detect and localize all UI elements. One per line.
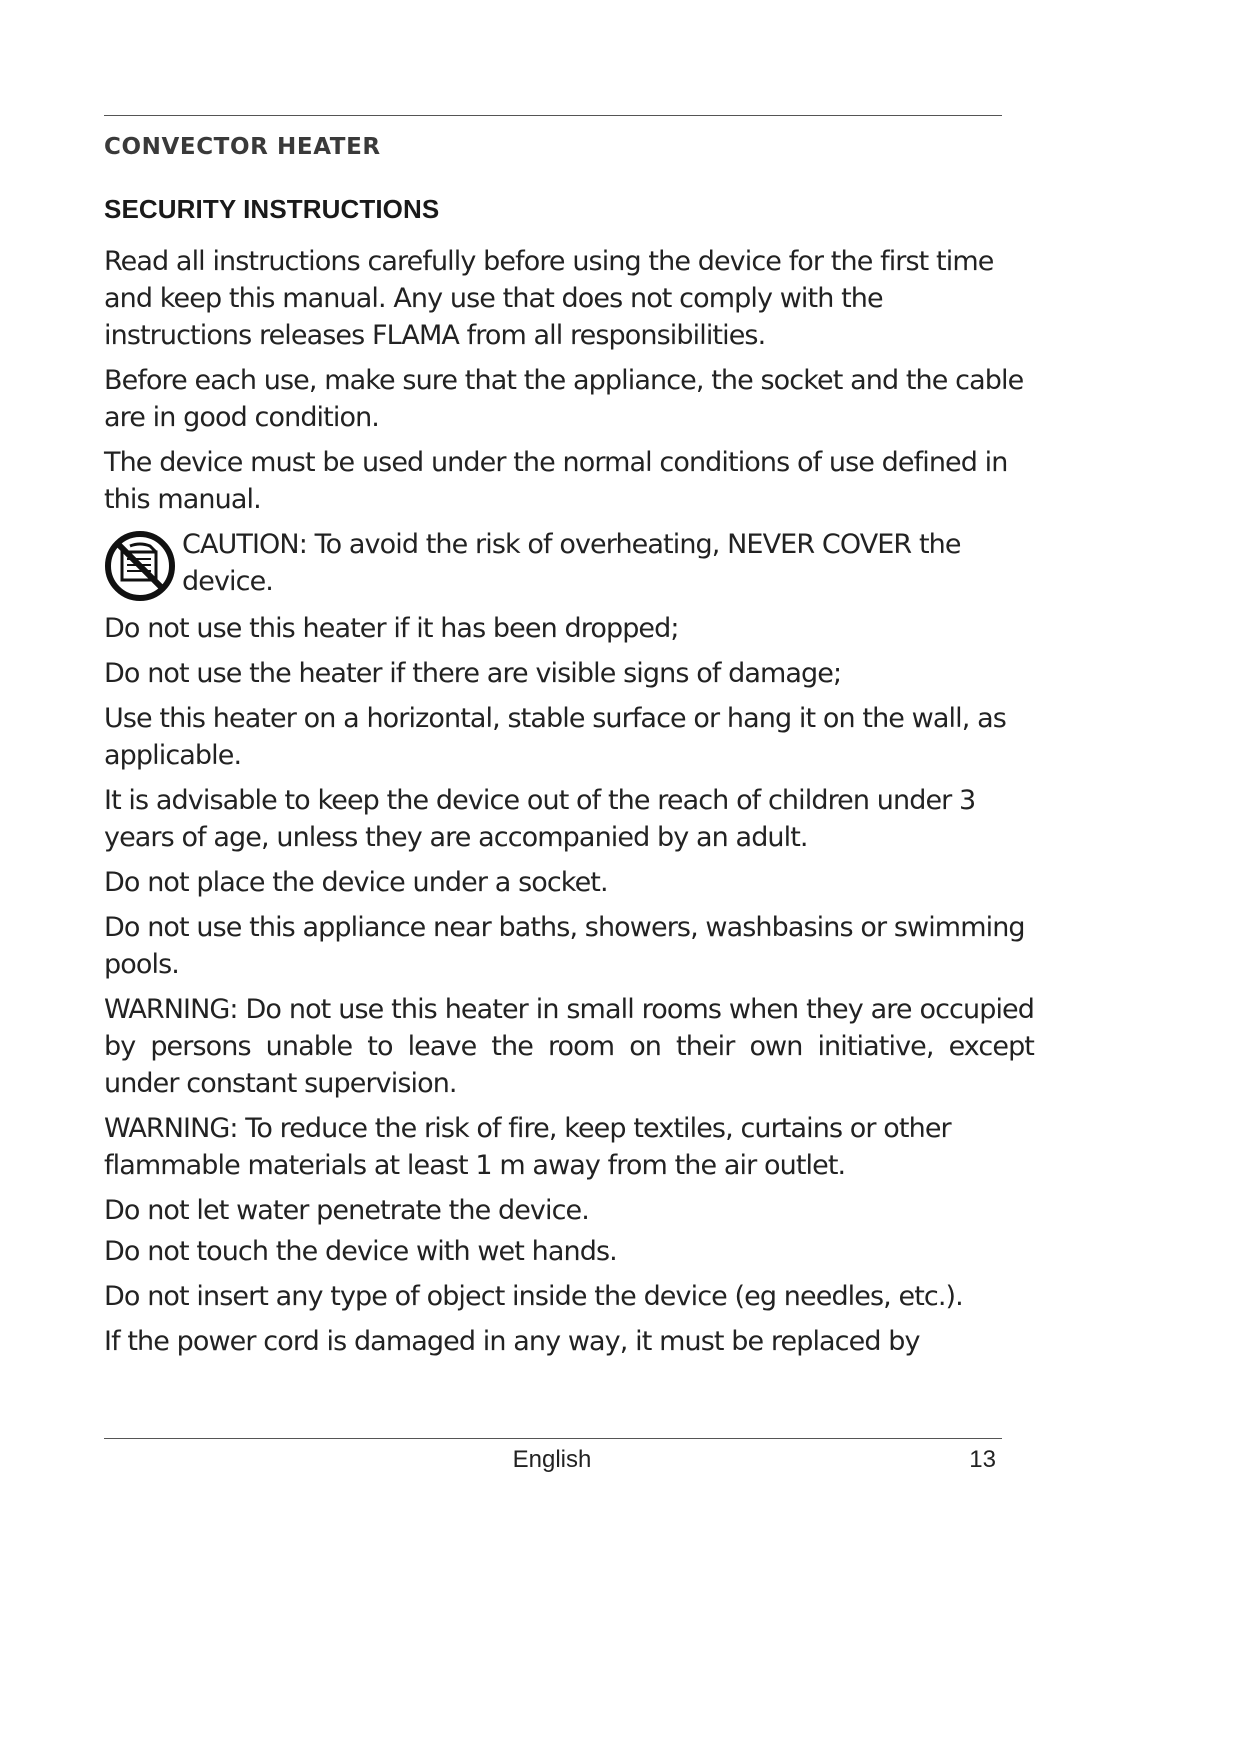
paragraph-insert-objects: Do not insert any type of object inside the device (eg needles, etc.). xyxy=(104,1281,963,1312)
paragraph-power-cord: If the power cord is damaged in any way, it must be replaced by xyxy=(104,1326,920,1357)
caution-text: CAUTION: To avoid the risk of overheating, NEVER COVER the device. xyxy=(182,529,961,597)
paragraph-warning-fire: WARNING: To reduce the risk of fire, keep textiles, curtains or other flammable materials at least 1 m away from the air outlet. xyxy=(104,1113,951,1181)
paragraph-water-areas: Do not use this appliance near baths, showers, washbasins or swimming pools. xyxy=(104,912,1025,980)
paragraph-children: It is advisable to keep the device out of the reach of children under 3 years of age, unless they are accompanied by an adult. xyxy=(104,785,976,853)
paragraph-warning-small-rooms: WARNING: Do not use this heater in small rooms when they are occupied by persons unable to leave the room on their own initiative, except under constant supervision. xyxy=(104,994,1034,1099)
paragraph-read-instructions: Read all instructions carefully before using the device for the first time and keep this manual. Any use that does not comply with the instructions releases FLAMA from all responsibilities. xyxy=(104,246,994,351)
instructions-body xyxy=(104,243,1034,1368)
paragraph-damage: Do not use the heater if there are visible signs of damage; xyxy=(104,658,842,689)
footer-divider xyxy=(104,1438,1002,1439)
document-title: CONVECTOR HEATER xyxy=(104,134,381,160)
caution-block xyxy=(104,526,1034,602)
footer-language: English xyxy=(512,1446,592,1473)
paragraph-normal-conditions: The device must be used under the normal conditions of use defined in this manual. xyxy=(104,447,1008,515)
do-not-cover-icon xyxy=(104,530,176,602)
paragraph-water: Do not let water penetrate the device. xyxy=(104,1195,589,1226)
section-heading: SECURITY INSTRUCTIONS xyxy=(104,194,440,224)
paragraph-dropped: Do not use this heater if it has been dropped; xyxy=(104,613,679,644)
paragraph-socket: Do not place the device under a socket. xyxy=(104,867,608,898)
header-divider xyxy=(104,115,1002,116)
paragraph-surface: Use this heater on a horizontal, stable surface or hang it on the wall, as applicable. xyxy=(104,703,1006,771)
paragraph-wet-hands: Do not touch the device with wet hands. xyxy=(104,1236,617,1267)
page-number: 13 xyxy=(969,1446,996,1473)
paragraph-check-condition: Before each use, make sure that the appliance, the socket and the cable are in good condition. xyxy=(104,365,1024,433)
